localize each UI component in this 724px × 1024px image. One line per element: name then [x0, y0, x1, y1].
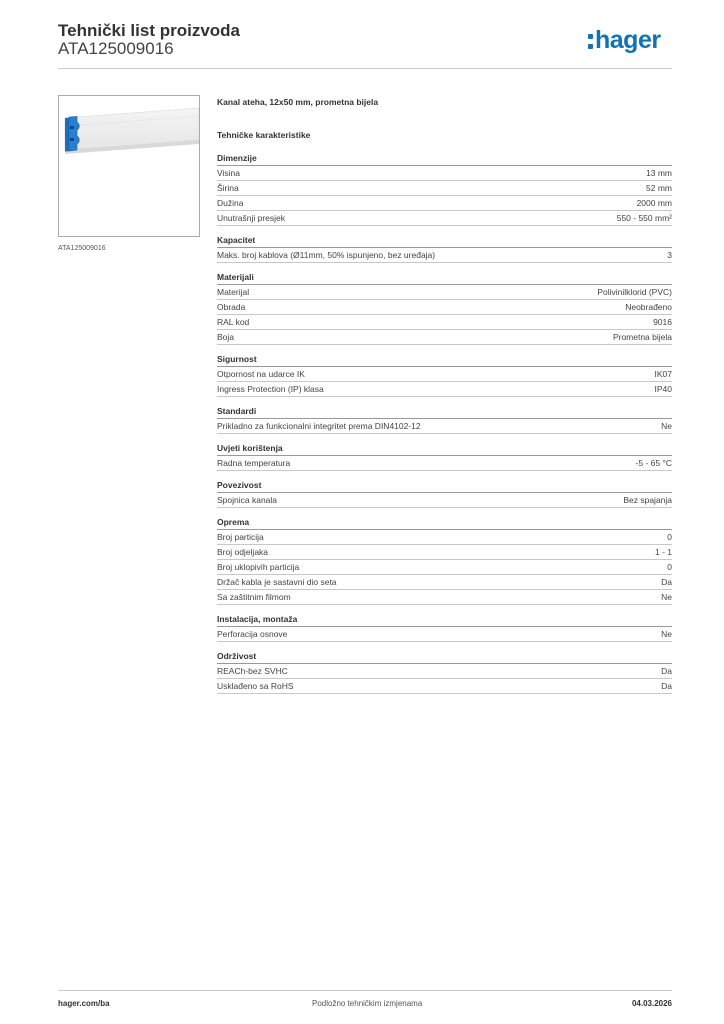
footer-divider: [58, 990, 672, 991]
spec-label: Broj particija: [217, 532, 264, 542]
spec-label: RAL kod: [217, 317, 250, 327]
spec-row: [217, 166, 672, 181]
spec-label: Držač kabla je sastavni dio seta: [217, 577, 337, 587]
spec-label: Dužina: [217, 198, 244, 208]
spec-value: 13 mm: [646, 168, 672, 178]
spec-section: [217, 479, 672, 508]
spec-section: [217, 405, 672, 434]
section-title: Dimenzije: [217, 152, 672, 166]
spec-value: Bez spajanja: [623, 495, 672, 505]
spec-row: [217, 300, 672, 315]
spec-row: [217, 196, 672, 211]
spec-label: Ingress Protection (IP) klasa: [217, 384, 324, 394]
spec-row: [217, 493, 672, 508]
footer-note: Podložno tehničkim izmjenama: [312, 999, 423, 1008]
spec-row: [217, 315, 672, 330]
spec-section: [217, 152, 672, 226]
spec-row: [217, 627, 672, 642]
section-title: Instalacija, montaža: [217, 613, 672, 627]
footer-website: hager.com/ba: [58, 999, 110, 1008]
section-title: Povezivost: [217, 479, 672, 493]
spec-value: -5 - 65 °C: [635, 458, 672, 468]
spec-row: [217, 330, 672, 345]
footer-date: 04.03.2026: [631, 999, 672, 1008]
section-title: Uvjeti korištenja: [217, 442, 672, 456]
hager-logo: [588, 28, 661, 58]
spec-label: Perforacija osnove: [217, 629, 288, 639]
spec-value: 0: [667, 562, 672, 572]
section-title: Kapacitet: [217, 234, 672, 248]
spec-row: [217, 560, 672, 575]
spec-value: Ne: [661, 421, 672, 431]
spec-value: 3: [667, 250, 672, 260]
spec-value: Da: [661, 577, 672, 587]
spec-value: Prometna bijela: [612, 332, 672, 342]
logo-text: hager: [595, 26, 661, 54]
spec-row: [217, 664, 672, 679]
header-divider: [58, 68, 672, 69]
spec-label: Broj uklopivih particija: [217, 562, 300, 572]
document-title: Tehnički list proizvoda: [58, 21, 240, 40]
spec-value: Neobrađeno: [625, 302, 672, 312]
spec-value: Ne: [661, 592, 672, 602]
section-title: Održivost: [217, 650, 672, 664]
cable-duct-icon: [59, 96, 199, 236]
spec-row: [217, 545, 672, 560]
spec-row: [217, 456, 672, 471]
section-title: Oprema: [217, 516, 672, 530]
product-name: Kanal ateha, 12x50 mm, prometna bijela: [217, 97, 379, 107]
section-title: Materijali: [217, 271, 672, 285]
spec-section: [217, 650, 672, 694]
spec-section: [217, 271, 672, 345]
spec-section: [217, 613, 672, 642]
spec-row: [217, 590, 672, 605]
spec-label: REACh-bez SVHC: [217, 666, 288, 676]
spec-section: [217, 353, 672, 397]
spec-value: IK07: [654, 369, 672, 379]
section-title: Standardi: [217, 405, 672, 419]
spec-label: Materijal: [217, 287, 250, 297]
spec-row: [217, 679, 672, 694]
spec-label: Sa zaštitnim filmom: [217, 592, 291, 602]
spec-label: Boja: [217, 332, 235, 342]
spec-sections: [217, 152, 672, 694]
spec-label: Visina: [217, 168, 240, 178]
product-image: [58, 95, 200, 237]
spec-row: [217, 575, 672, 590]
spec-value: Da: [661, 666, 672, 676]
image-caption: ATA125009016: [58, 245, 106, 252]
spec-row: [217, 181, 672, 196]
tech-characteristics-title: Tehničke karakteristike: [217, 130, 311, 140]
spec-row: [217, 211, 672, 226]
spec-label: Unutrašnji presjek: [217, 213, 286, 223]
spec-label: Prikladno za funkcionalni integritet prema DIN4102-12: [217, 421, 421, 431]
spec-row: [217, 382, 672, 397]
spec-label: Obrada: [217, 302, 246, 312]
spec-label: Širina: [217, 183, 239, 193]
spec-section: [217, 234, 672, 263]
spec-value: IP40: [654, 384, 672, 394]
spec-content: [217, 96, 672, 694]
logo-dots-icon: [588, 34, 593, 49]
spec-row: [217, 248, 672, 263]
spec-row: [217, 367, 672, 382]
spec-value: Da: [661, 681, 672, 691]
product-code: ATA125009016: [58, 39, 174, 58]
spec-value: Ne: [661, 629, 672, 639]
spec-label: Otpornost na udarce IK: [217, 369, 305, 379]
spec-label: Spojnica kanala: [217, 495, 278, 505]
spec-value: 9016: [653, 317, 672, 327]
spec-label: Broj odjeljaka: [217, 547, 269, 557]
spec-label: Usklađeno sa RoHS: [217, 681, 294, 691]
spec-label: Maks. broj kablova (Ø11mm, 50% ispunjeno, bez uređaja): [217, 250, 436, 260]
spec-value: Polivinilklorid (PVC): [597, 287, 672, 297]
spec-value: 1 - 1: [654, 547, 672, 557]
spec-value: 52 mm: [646, 183, 672, 193]
spec-section: [217, 442, 672, 471]
spec-value: 0: [667, 532, 672, 542]
spec-row: [217, 419, 672, 434]
spec-label: Radna temperatura: [217, 458, 291, 468]
spec-value: 2000 mm: [636, 198, 672, 208]
spec-row: [217, 530, 672, 545]
spec-row: [217, 285, 672, 300]
spec-value: 550 - 550 mm²: [616, 213, 672, 223]
spec-section: [217, 516, 672, 605]
section-title: Sigurnost: [217, 353, 672, 367]
